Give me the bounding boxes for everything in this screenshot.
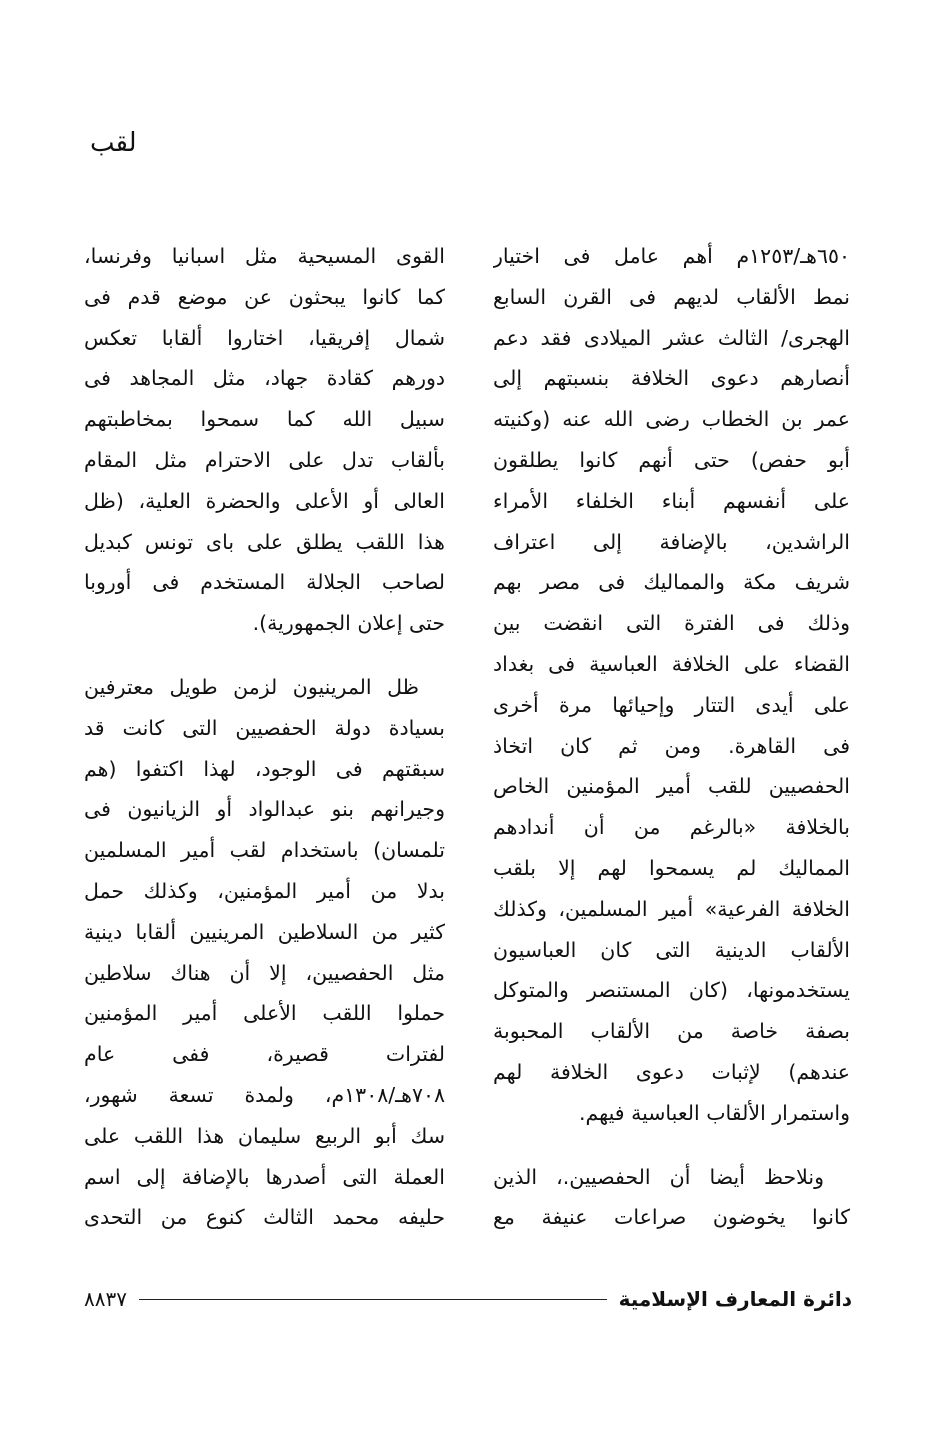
text-line: لصاحب الجلالة المستخدم فى أوروبا — [84, 570, 445, 595]
text-line: حتى إعلان الجمهورية). — [252, 611, 445, 636]
page-header-term: لقب — [90, 128, 137, 158]
text-line: لفترات قصيرة، ففى عام — [84, 1042, 445, 1067]
text-line: القوى المسيحية مثل اسبانيا وفرنسا، — [84, 244, 445, 268]
text-line: نمط الألقاب لديهم فى القرن السابع — [493, 284, 850, 309]
text-line: سبيل الله كما سمحوا بمخاطبتهم — [84, 407, 445, 432]
text-line: عندهم) لإثبات دعوى الخلافة لهم — [493, 1059, 850, 1084]
text-line: سك أبو الربيع سليمان هذا اللقب على — [84, 1123, 445, 1148]
text-line: الألقاب الدينية التى كان العباسيون — [493, 937, 850, 962]
text-line: بسيادة دولة الحفصيين التى كانت قد — [84, 715, 445, 740]
text-line: على أنفسهم أبناء الخلفاء الأمراء — [493, 488, 850, 513]
text-line: دورهم كقادة جهاد، مثل المجاهد فى — [84, 366, 445, 391]
publication-title: دائرة المعارف الإسلامية — [618, 1287, 852, 1311]
text-line: تلمسان) باستخدام لقب أمير المسلمين — [84, 838, 445, 863]
text-line: حليفه محمد الثالث كنوع من التحدى — [84, 1205, 445, 1230]
paragraph — [84, 667, 445, 1238]
text-line: العملة التى أصدرها بالإضافة إلى اسم — [84, 1164, 445, 1189]
text-line: شريف مكة والمماليك فى مصر بهم — [493, 570, 850, 595]
text-line: بألقاب تدل على الاحترام مثل المقام — [84, 447, 445, 472]
footer-rule — [139, 1299, 607, 1300]
right-text-column — [493, 236, 850, 1238]
text-line: بالخلافة «بالرغم من أن أندادهم — [493, 815, 850, 840]
text-line: بدلا من أمير المؤمنين، وكذلك حمل — [84, 878, 445, 903]
text-line: هذا اللقب يطلق على باى تونس كبديل — [84, 529, 445, 554]
text-line: شمال إفريقيا، اختاروا ألقابا تعكس — [84, 325, 445, 350]
text-line: وجيرانهم بنو عبدالواد أو الزيانيون فى — [84, 797, 445, 822]
text-line: الهجرى/ الثالث عشر الميلادى فقد دعم — [493, 325, 850, 350]
text-line: كما كانوا يبحثون عن موضع قدم فى — [84, 284, 445, 309]
text-line: أبو حفص) حتى أنهم كانوا يطلقون — [493, 447, 850, 472]
text-line: بصفة خاصة من الألقاب المحبوبة — [493, 1019, 850, 1044]
paragraph — [493, 236, 850, 1134]
text-line: ٦٥٠هـ/١٢٥٣م أهم عامل فى اختيار — [493, 244, 850, 268]
paragraph — [84, 236, 445, 644]
text-line: الراشدين، بالإضافة إلى اعتراف — [493, 529, 850, 554]
text-line: ونلاحظ أيضا أن الحفصيين.، الذين — [493, 1164, 824, 1189]
page-number: ٨٨٣٧ — [84, 1287, 127, 1311]
paragraph — [493, 1157, 850, 1239]
text-line: يستخدمونها، (كان المستنصر والمتوكل — [493, 978, 850, 1003]
text-line: ظل المرينيون لزمن طويل معترفين — [84, 674, 419, 699]
text-line: عمر بن الخطاب رضى الله عنه (وكنيته — [493, 407, 850, 432]
text-line: العالى أو الأعلى والحضرة العلية، (ظل — [84, 488, 445, 513]
text-line: ٧٠٨هـ/١٣٠٨م، ولمدة تسعة شهور، — [84, 1082, 445, 1107]
text-line: الخلافة الفرعية» أمير المسلمين، وكذلك — [493, 896, 850, 921]
text-line: الحفصيين للقب أمير المؤمنين الخاص — [493, 774, 850, 799]
paragraph-gap — [493, 1134, 850, 1157]
page-footer — [84, 1284, 852, 1314]
text-line: واستمرار الألقاب العباسية فيهم. — [578, 1100, 850, 1125]
left-text-column — [84, 236, 445, 1238]
text-line: حملوا اللقب الأعلى أمير المؤمنين — [84, 1001, 445, 1026]
text-line: أنصارهم دعوى الخلافة بنسبتهم إلى — [493, 366, 850, 391]
text-line: على أيدى التتار وإحيائها مرة أخرى — [493, 692, 850, 717]
paragraph-gap — [84, 644, 445, 667]
text-line: مثل الحفصيين، إلا أن هناك سلاطين — [84, 960, 445, 985]
text-line: فى القاهرة. ومن ثم كان اتخاذ — [493, 733, 850, 758]
text-line: كثير من السلاطين المرينيين ألقابا دينية — [84, 919, 445, 944]
text-line: القضاء على الخلافة العباسية فى بغداد — [493, 651, 850, 676]
text-line: وذلك فى الفترة التى انقضت بين — [493, 611, 850, 636]
text-line: المماليك لم يسمحوا لهم إلا بلقب — [493, 855, 850, 880]
text-line: كانوا يخوضون صراعات عنيفة مع — [493, 1205, 850, 1230]
text-line: سبقتهم فى الوجود، لهذا اكتفوا (هم — [84, 756, 445, 781]
